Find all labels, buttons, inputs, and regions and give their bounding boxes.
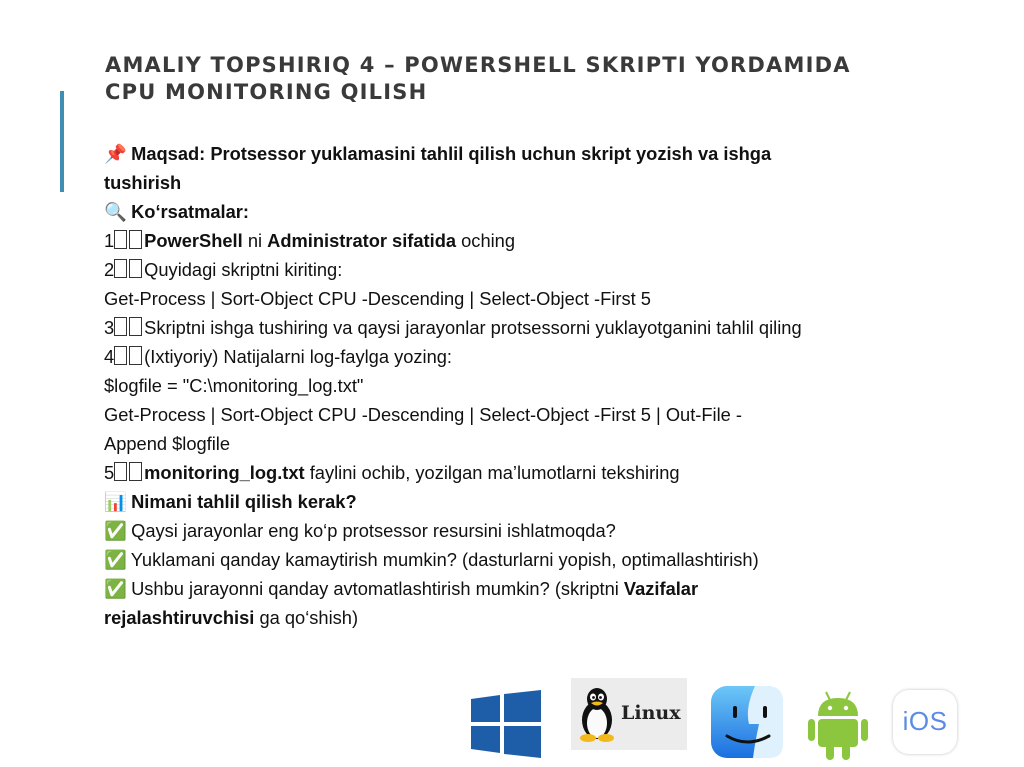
- check-item-3-bold: Vazifalar: [623, 578, 699, 599]
- missing-glyph-icon: [129, 462, 142, 481]
- code-line-1: Get-Process | Sort-Object CPU -Descending | Select-Object -First 5: [104, 288, 651, 309]
- step-5: [104, 458, 964, 487]
- step-3-number: 3: [104, 317, 115, 338]
- ios-logo: [893, 690, 957, 754]
- step-1-end: oching: [456, 230, 516, 251]
- step-3: [104, 313, 964, 342]
- windows-logo-icon: [471, 690, 541, 758]
- goal-line: [104, 139, 964, 168]
- step-5-number: 5: [104, 462, 115, 483]
- code-line-3: Get-Process | Sort-Object CPU -Descending | Select-Object -First 5 | Out-File -: [104, 404, 743, 425]
- magnifier-icon: 🔍: [104, 201, 127, 222]
- check-item-1: [104, 516, 964, 545]
- step-1-mid: ni: [242, 230, 268, 251]
- step-1-bold: PowerShell: [144, 230, 243, 251]
- step-1-number: 1: [104, 230, 115, 251]
- check-mark-icon: ✅: [104, 549, 127, 570]
- check-item-2-text: Yuklamani qanday kamaytirish mumkin? (dasturlarni yopish, optimallashtirish): [130, 549, 759, 570]
- step-2-text: Quyidagi skriptni kiriting:: [144, 259, 343, 280]
- accent-bar: [60, 91, 64, 192]
- linux-logo: [571, 678, 687, 750]
- missing-glyph-icon: [114, 346, 127, 365]
- code-line-3-cont: Append $logfile: [104, 433, 231, 454]
- check-item-3-bold2: rejalashtiruvchisi: [104, 607, 255, 628]
- step-5-bold: monitoring_log.txt: [144, 462, 305, 483]
- goal-text-cont: tushirish: [104, 172, 182, 193]
- missing-glyph-icon: [114, 259, 127, 278]
- linux-label: Linux: [621, 702, 681, 724]
- missing-glyph-icon: [129, 317, 142, 336]
- bar-chart-icon: 📊: [104, 491, 127, 512]
- check-item-1-text: Qaysi jarayonlar eng ko‘p protsessor resursini ishlatmoqda?: [131, 520, 616, 541]
- missing-glyph-icon: [114, 462, 127, 481]
- step-1: [104, 226, 964, 255]
- check-item-2: [104, 545, 964, 574]
- goal-text: Maqsad: Protsessor yuklamasini tahlil qilish uchun skript yozish va ishga: [131, 143, 772, 164]
- step-5-end: faylini ochib, yozilgan ma’lumotlarni tekshiring: [304, 462, 680, 483]
- ios-label: iOS: [902, 706, 948, 736]
- tux-penguin-icon: [579, 686, 615, 742]
- instructions-heading-line: [104, 197, 964, 226]
- missing-glyph-icon: [129, 346, 142, 365]
- step-1-bold2: Administrator sifatida: [267, 230, 457, 251]
- instructions-heading: Ko‘rsatmalar:: [131, 201, 249, 222]
- check-item-3-start: Ushbu jarayonni qanday avtomatlashtirish mumkin? (skriptni: [131, 578, 624, 599]
- check-item-3: [104, 574, 964, 603]
- analysis-heading-line: [104, 487, 964, 516]
- android-logo-icon: [806, 688, 870, 762]
- step-3-text: Skriptni ishga tushiring va qaysi jarayonlar protsessorni yuklayotganini tahlil qiling: [144, 317, 802, 338]
- step-4-text: (Ixtiyoriy) Natijalarni log-faylga yozing:: [144, 346, 453, 367]
- missing-glyph-icon: [129, 259, 142, 278]
- step-4: [104, 342, 964, 371]
- step-2: [104, 255, 964, 284]
- check-mark-icon: ✅: [104, 578, 127, 599]
- missing-glyph-icon: [114, 230, 127, 249]
- slide-title: AMALIY TOPSHIRIQ 4 – POWERSHELL SKRIPTI YORDAMIDA CPU MONITORING QILISH: [105, 53, 851, 104]
- check-mark-icon: ✅: [104, 520, 127, 541]
- check-item-3-cont: [104, 603, 964, 632]
- step-2-number: 2: [104, 259, 115, 280]
- check-item-3-end: ga qo‘shish): [254, 607, 359, 628]
- macos-finder-icon: [709, 684, 785, 760]
- step-4-number: 4: [104, 346, 115, 367]
- slide-body: [104, 139, 964, 632]
- pushpin-icon: 📌: [104, 143, 127, 164]
- code-line-2: $logfile = "C:\monitoring_log.txt": [104, 375, 364, 396]
- missing-glyph-icon: [129, 230, 142, 249]
- missing-glyph-icon: [114, 317, 127, 336]
- analysis-heading: Nimani tahlil qilish kerak?: [131, 491, 357, 512]
